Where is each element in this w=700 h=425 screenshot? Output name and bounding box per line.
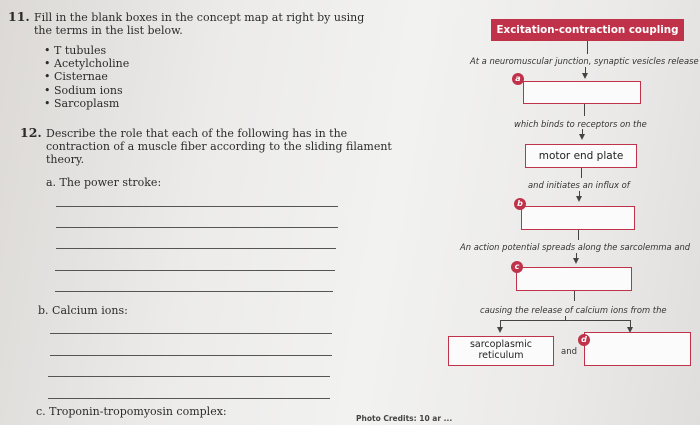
arrow-down-icon: [573, 258, 579, 264]
blank-box-d[interactable]: [584, 332, 691, 366]
answer-line-a4[interactable]: [55, 270, 335, 271]
answer-line-b4[interactable]: [48, 398, 330, 399]
question-12-text-line3: theory.: [46, 153, 85, 166]
term-item: • Sarcoplasm: [44, 96, 120, 110]
connector: [584, 104, 585, 116]
term-list: [44, 44, 129, 110]
connector: [578, 230, 579, 240]
question-12-number: 12.: [20, 125, 42, 140]
arrow-down-icon: [497, 327, 503, 333]
term-item: • T tubules: [44, 44, 107, 57]
connector: [581, 168, 582, 178]
answer-line-b2[interactable]: [50, 355, 332, 356]
caption-5: causing the release of calcium ions from the: [480, 305, 667, 315]
sarcoplasmic-reticulum-box: [448, 336, 554, 366]
answer-line-a1[interactable]: [56, 206, 338, 207]
badge-c: c: [511, 261, 523, 273]
answer-line-b3[interactable]: [48, 376, 330, 377]
connector: [574, 291, 575, 301]
term-item: • Sodium ions: [44, 83, 123, 97]
footer-credits: Photo Credits: 10 ar ...: [356, 414, 453, 423]
caption-2: which binds to receptors on the: [514, 119, 647, 129]
answer-line-a3[interactable]: [56, 248, 336, 249]
badge-d: d: [578, 334, 590, 346]
blank-box-b[interactable]: [521, 206, 635, 230]
motor-end-plate-box: motor end plate: [525, 144, 637, 168]
question-12-text-line2: contraction of a muscle fiber according to the sliding filament: [46, 140, 392, 153]
badge-b: b: [514, 198, 526, 210]
term-item: • Cisternae: [44, 70, 108, 84]
connector: [500, 320, 630, 321]
part-b-label: b. Calcium ions:: [38, 304, 128, 317]
caption-4: An action potential spreads along the sarcolemma and: [460, 242, 691, 252]
blank-box-c[interactable]: [516, 267, 632, 291]
connector: [587, 41, 588, 54]
question-11-number: 11.: [8, 9, 30, 24]
badge-a: a: [512, 73, 524, 85]
term-item: • Acetylcholine: [44, 57, 130, 71]
and-label: and: [561, 347, 577, 357]
sr-label-line1: sarcoplasmic: [469, 339, 533, 350]
arrow-down-icon: [576, 196, 582, 202]
answer-line-b1[interactable]: [50, 333, 332, 334]
caption-1: At a neuromuscular junction, synaptic vesicles release: [470, 56, 699, 66]
concept-map-title: Excitation-contraction coupling: [491, 19, 684, 41]
answer-line-a5[interactable]: [55, 291, 333, 292]
question-11-text-line2: the terms in the list below.: [34, 24, 183, 37]
part-c-label: c. Troponin-tropomyosin complex:: [36, 405, 227, 418]
question-11-text-line1: Fill in the blank boxes in the concept map at right by using: [34, 11, 365, 24]
sr-label-line2: reticulum: [478, 349, 524, 361]
question-12-text-line1: Describe the role that each of the following has in the: [46, 127, 348, 140]
arrow-down-icon: [579, 134, 585, 140]
blank-box-a[interactable]: [523, 81, 641, 104]
answer-line-a2[interactable]: [56, 227, 338, 228]
arrow-down-icon: [582, 73, 588, 79]
caption-3: and initiates an influx of: [528, 180, 630, 190]
part-a-label: a. The power stroke:: [46, 176, 162, 189]
